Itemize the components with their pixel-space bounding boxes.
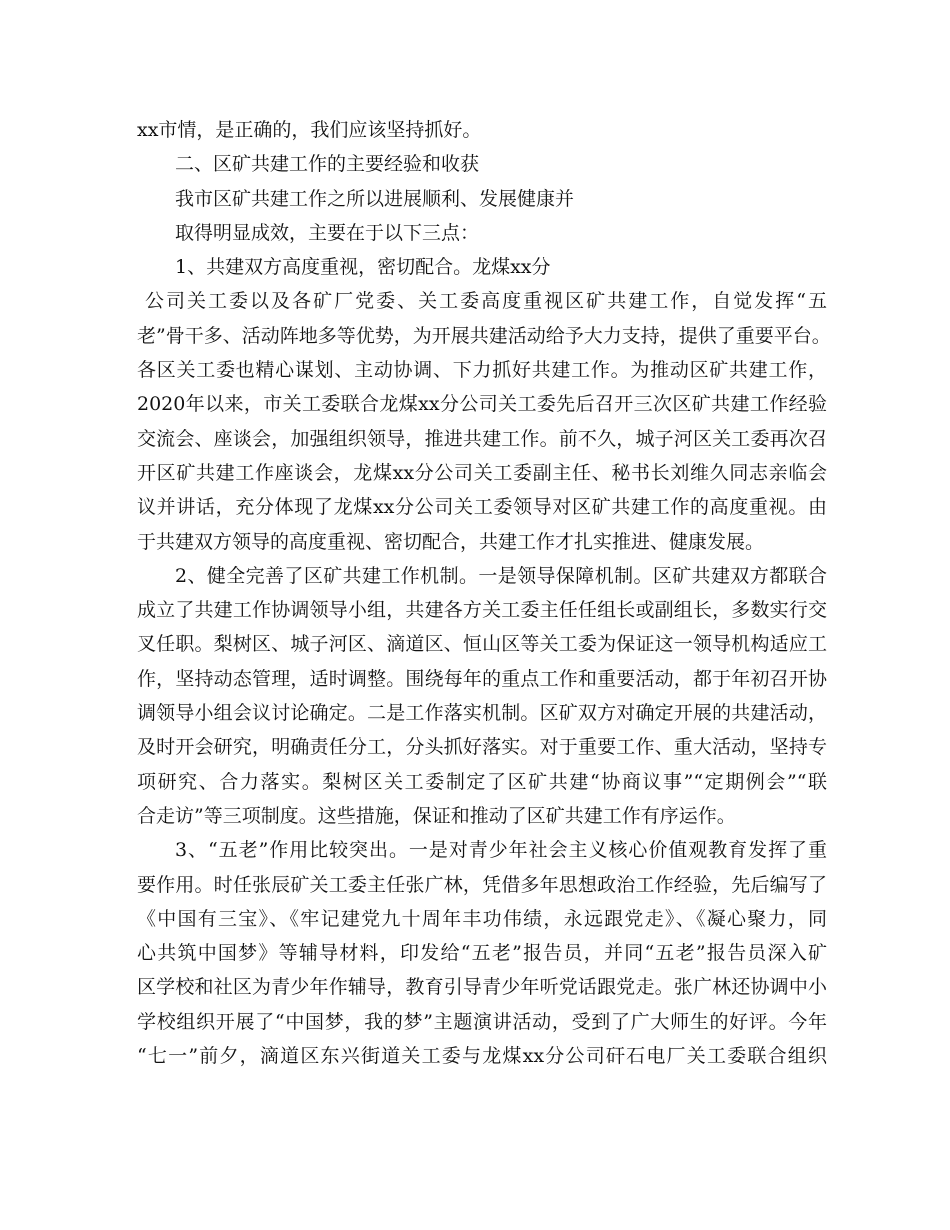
text-line: 议并讲话，充分体现了龙煤xx分公司关工委领导对区矿共建工作的高度重视。由 — [137, 496, 827, 519]
text-line: 成立了共建工作协调领导小组，共建各方关工委主任任组长或副组长，多数实行交 — [137, 599, 827, 622]
text-line: 我市区矿共建工作之所以进展顺利、发展健康并 — [175, 187, 575, 210]
text-line: 开区矿共建工作座谈会，龙煤xx分公司关工委副主任、秘书长刘维久同志亲临会 — [137, 461, 827, 484]
text-line: xx市情，是正确的，我们应该坚持抓好。 — [137, 119, 482, 141]
text-line: 1、共建双方高度重视，密切配合。龙煤xx分 — [175, 256, 551, 279]
text-line: 2020年以来，市关工委联合龙煤xx分公司关工委先后召开三次区矿共建工作经验 — [137, 393, 827, 416]
text-line: 老”骨干多、活动阵地多等优势，为开展共建活动给予大力支持，提供了重要平台。 — [137, 324, 831, 347]
text-line: 《中国有三宝》、《牢记建党九十周年丰功伟绩，永远跟党走》、《凝心聚力，同 — [137, 907, 827, 930]
text-line: 合走访”等三项制度。这些措施，保证和推动了区矿共建工作有序运作。 — [137, 804, 736, 827]
text-line: “七一”前夕，滴道区东兴街道关工委与龙煤xx分公司矸石电厂关工委联合组织 — [137, 1045, 827, 1068]
text-line: 交流会、座谈会，加强组织领导，推进共建工作。前不久，城子河区关工委再次召 — [137, 427, 827, 450]
text-line: 调领导小组会议讨论确定。二是工作落实机制。区矿双方对确定开展的共建活动， — [137, 702, 827, 725]
document-body — [137, 113, 831, 1073]
text-line: 项研究、合力落实。梨树区关工委制定了区矿共建“协商议事”“定期例会”“联 — [137, 770, 827, 793]
text-line: 及时开会研究，明确责任分工，分头抓好落实。对于重要工作、重大活动，坚持专 — [137, 736, 827, 759]
text-line: 2、健全完善了区矿共建工作机制。一是领导保障机制。区矿共建双方都联合 — [175, 564, 827, 587]
text-line: 要作用。时任张辰矿关工委主任张广林，凭借多年思想政治工作经验，先后编写了 — [137, 873, 827, 896]
text-line: 区学校和社区为青少年作辅导，教育引导青少年听党话跟党走。张广林还协调中小 — [137, 976, 827, 999]
text-line: 二、区矿共建工作的主要经验和收获 — [175, 153, 480, 176]
text-line: 各区关工委也精心谋划、主动协调、下力抓好共建工作。为推动区矿共建工作， — [137, 359, 827, 382]
text-line: 叉任职。梨树区、城子河区、滴道区、恒山区等关工委为保证这一领导机构适应工 — [137, 633, 827, 656]
text-line: 公司关工委以及各矿厂党委、关工委高度重视区矿共建工作，自觉发挥“五 — [145, 290, 827, 313]
text-line: 学校组织开展了“中国梦，我的梦”主题演讲活动，受到了广大师生的好评。今年 — [137, 1010, 827, 1033]
text-line: 作，坚持动态管理，适时调整。围绕每年的重点工作和重要活动，都于年初召开协 — [137, 667, 827, 690]
text-line: 心共筑中国梦》等辅导材料，印发给“五老”报告员，并同“五老”报告员深入矿 — [137, 942, 827, 965]
text-line: 3、“五老”作用比较突出。一是对青少年社会主义核心价值观教育发挥了重 — [175, 839, 827, 862]
text-line: 取得明显成效，主要在于以下三点： — [175, 221, 480, 244]
text-line: 于共建双方领导的高度重视、密切配合，共建工作才扎实推进、健康发展。 — [137, 530, 765, 553]
